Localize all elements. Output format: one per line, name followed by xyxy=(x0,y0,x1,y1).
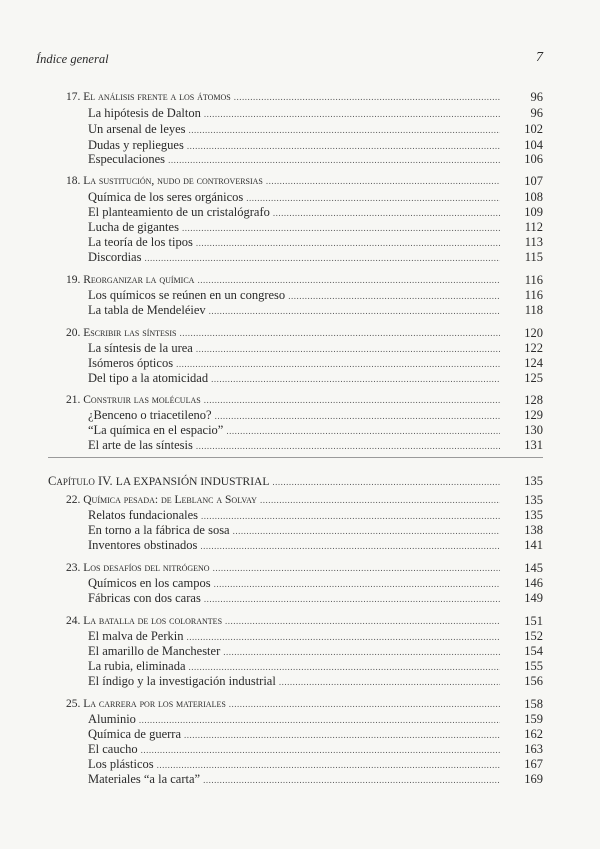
toc-section-18[interactable] xyxy=(66,174,503,188)
leader-dots xyxy=(180,326,501,340)
entry-label: Especulaciones xyxy=(88,152,166,166)
toc-entry[interactable] xyxy=(88,288,503,302)
toc-entry[interactable] xyxy=(88,356,503,370)
toc-entry[interactable] xyxy=(88,423,503,437)
toc-entry[interactable] xyxy=(88,438,503,452)
entry-label: La tabla de Mendeléiev xyxy=(88,303,206,317)
entry-page: 125 xyxy=(524,371,543,385)
leader-dots xyxy=(246,191,500,205)
toc-section-20[interactable] xyxy=(66,326,503,340)
entry-label: ¿Benceno o triacetileno? xyxy=(88,408,212,422)
leader-dots xyxy=(196,439,500,453)
entry-label: La hipótesis de Dalton xyxy=(88,106,201,120)
leader-dots xyxy=(273,206,500,220)
entry-page: 169 xyxy=(524,772,543,786)
leader-dots xyxy=(213,561,500,575)
toc-entry[interactable] xyxy=(88,523,503,537)
entry-label: Lucha de gigantes xyxy=(88,220,179,234)
leader-dots xyxy=(209,304,500,318)
entry-page: 129 xyxy=(524,408,543,422)
entry-label: El caucho xyxy=(88,742,138,756)
entry-label: El amarillo de Manchester xyxy=(88,644,221,658)
entry-page: 116 xyxy=(524,288,543,302)
section-label: 22. Química pesada: de Leblanc a Solvay xyxy=(66,494,257,506)
leader-dots xyxy=(189,660,500,674)
section-label: 20. Escribir las síntesis xyxy=(66,327,177,339)
toc-entry[interactable] xyxy=(88,674,503,688)
leader-dots xyxy=(187,139,500,153)
leader-dots xyxy=(184,728,500,742)
entry-label: Aluminio xyxy=(88,712,136,726)
entry-label: Discordias xyxy=(88,250,142,264)
entry-page: 109 xyxy=(524,205,543,219)
entry-page: 146 xyxy=(524,576,543,590)
entry-label: El arte de las síntesis xyxy=(88,438,193,452)
leader-dots xyxy=(197,273,500,287)
toc-entry[interactable] xyxy=(88,303,503,317)
leader-dots xyxy=(233,524,500,538)
toc-entry[interactable] xyxy=(88,220,503,234)
toc-section-23[interactable] xyxy=(66,561,503,575)
toc-entry[interactable] xyxy=(88,727,503,741)
leader-dots xyxy=(279,675,500,689)
leader-dots xyxy=(139,713,500,727)
toc-entry[interactable] xyxy=(88,742,503,756)
section-page: 107 xyxy=(524,174,543,188)
entry-label: La síntesis de la urea xyxy=(88,341,193,355)
toc-entry[interactable] xyxy=(88,190,503,204)
entry-label: Fábricas con dos caras xyxy=(88,591,201,605)
toc-entry[interactable] xyxy=(88,629,503,643)
leader-dots xyxy=(204,592,500,606)
entry-label: La rubia, eliminada xyxy=(88,659,186,673)
leader-dots xyxy=(204,393,500,407)
toc-section-19[interactable] xyxy=(66,273,503,287)
leader-dots xyxy=(225,614,500,628)
toc-entry[interactable] xyxy=(88,772,503,786)
entry-page: 122 xyxy=(524,341,543,355)
leader-dots xyxy=(196,236,500,250)
entry-page: 112 xyxy=(524,220,543,234)
section-divider xyxy=(48,457,543,458)
leader-dots xyxy=(141,743,500,757)
entry-label: Dudas y repliegues xyxy=(88,138,184,152)
toc-section-25[interactable] xyxy=(66,697,503,711)
entry-page: 130 xyxy=(524,423,543,437)
leader-dots xyxy=(214,577,500,591)
toc-entry[interactable] xyxy=(88,371,503,385)
leader-dots xyxy=(288,289,500,303)
entry-label: El planteamiento de un cristalógrafo xyxy=(88,205,270,219)
leader-dots xyxy=(211,372,500,386)
section-page: 128 xyxy=(524,393,543,407)
entry-page: 131 xyxy=(524,438,543,452)
entry-label: Un arsenal de leyes xyxy=(88,122,186,136)
chapter-title: LA EXPANSIÓN INDUSTRIAL xyxy=(115,476,270,488)
toc-entry[interactable] xyxy=(88,576,503,590)
entry-page: 163 xyxy=(524,742,543,756)
leader-dots xyxy=(186,630,500,644)
entry-page: 102 xyxy=(524,122,543,136)
entry-label: Los químicos se reúnen en un congreso xyxy=(88,288,286,302)
entry-page: 108 xyxy=(524,190,543,204)
entry-page: 159 xyxy=(524,712,543,726)
leader-dots xyxy=(272,475,500,489)
entry-label: La teoría de los tipos xyxy=(88,235,193,249)
section-page: 158 xyxy=(524,697,543,711)
leader-dots xyxy=(157,758,500,772)
entry-label: “La química en el espacio” xyxy=(88,423,224,437)
leader-dots xyxy=(204,107,500,121)
entry-page: 106 xyxy=(524,152,543,166)
chapter-label xyxy=(48,474,269,489)
toc-chapter-4[interactable] xyxy=(48,474,503,488)
entry-page: 115 xyxy=(524,250,543,264)
section-label: 24. La batalla de los colorantes xyxy=(66,615,223,627)
toc-entry[interactable] xyxy=(88,591,503,605)
entry-page: 155 xyxy=(524,659,543,673)
leader-dots xyxy=(234,90,500,104)
leader-dots xyxy=(189,123,500,137)
section-label: 19. Reorganizar la química xyxy=(66,274,195,286)
entry-page: 138 xyxy=(524,523,543,537)
section-label: 25. La carrera por los materiales xyxy=(66,698,226,710)
section-label: 18. La sustitución, nudo de controversias xyxy=(66,175,263,187)
running-header xyxy=(36,52,543,67)
entry-label: Los plásticos xyxy=(88,757,154,771)
leader-dots xyxy=(223,645,500,659)
section-label: 23. Los desafíos del nitrógeno xyxy=(66,562,210,574)
toc-entry[interactable] xyxy=(88,235,503,249)
toc-entry[interactable] xyxy=(88,408,503,422)
leader-dots xyxy=(260,493,500,507)
leader-dots xyxy=(229,697,500,711)
leader-dots xyxy=(203,773,500,787)
entry-label: El índigo y la investigación industrial xyxy=(88,674,276,688)
entry-label: Relatos fundacionales xyxy=(88,508,199,522)
section-page: 145 xyxy=(524,561,543,575)
toc-entry[interactable] xyxy=(88,122,503,136)
entry-label: Del tipo a la atomicidad xyxy=(88,371,209,385)
toc-entry[interactable] xyxy=(88,757,503,771)
header-title: Índice general xyxy=(36,52,109,66)
toc-entry[interactable] xyxy=(88,250,503,264)
toc-section-21[interactable] xyxy=(66,393,503,407)
toc-entry[interactable] xyxy=(88,712,503,726)
entry-page: 96 xyxy=(530,106,543,120)
entry-page: 113 xyxy=(524,235,543,249)
leader-dots xyxy=(176,357,500,371)
toc-entry[interactable] xyxy=(88,538,503,552)
entry-label: Química de guerra xyxy=(88,727,182,741)
entry-label: Materiales “a la carta” xyxy=(88,772,201,786)
section-page: 151 xyxy=(524,614,543,628)
toc-entry[interactable] xyxy=(88,152,503,166)
leader-dots xyxy=(266,174,500,188)
section-label: 21. Construir las moléculas xyxy=(66,394,201,406)
entry-page: 124 xyxy=(524,356,543,370)
section-page: 116 xyxy=(524,273,543,287)
leader-dots xyxy=(200,539,500,553)
entry-page: 152 xyxy=(524,629,543,643)
header-page-number: 7 xyxy=(536,50,543,65)
section-page: 135 xyxy=(524,493,543,507)
leader-dots xyxy=(144,251,500,265)
entry-label: En torno a la fábrica de sosa xyxy=(88,523,230,537)
leader-dots xyxy=(196,342,500,356)
entry-page: 162 xyxy=(524,727,543,741)
leader-dots xyxy=(215,409,500,423)
entry-page: 118 xyxy=(524,303,543,317)
entry-label: El malva de Perkin xyxy=(88,629,184,643)
toc-entry[interactable] xyxy=(88,205,503,219)
toc-entry[interactable] xyxy=(88,644,503,658)
toc-section-17[interactable] xyxy=(66,90,503,104)
leader-dots xyxy=(201,509,500,523)
section-page: 120 xyxy=(524,326,543,340)
entry-page: 154 xyxy=(524,644,543,658)
entry-page: 156 xyxy=(524,674,543,688)
entry-label: Químicos en los campos xyxy=(88,576,211,590)
entry-page: 104 xyxy=(524,138,543,152)
section-page: 96 xyxy=(530,90,543,104)
entry-page: 149 xyxy=(524,591,543,605)
toc-section-22[interactable] xyxy=(66,493,503,507)
entry-page: 167 xyxy=(524,757,543,771)
entry-label: Isómeros ópticos xyxy=(88,356,174,370)
toc-entry[interactable] xyxy=(88,106,503,120)
entry-page: 141 xyxy=(524,538,543,552)
leader-dots xyxy=(168,153,500,167)
toc-section-24[interactable] xyxy=(66,614,503,628)
leader-dots xyxy=(182,221,500,235)
entry-label: Inventores obstinados xyxy=(88,538,198,552)
toc-entry[interactable] xyxy=(88,508,503,522)
toc-entry[interactable] xyxy=(88,341,503,355)
leader-dots xyxy=(226,424,500,438)
chapter-prefix: Capítulo IV. xyxy=(48,474,113,488)
entry-label: Química de los seres orgánicos xyxy=(88,190,244,204)
toc-entry[interactable] xyxy=(88,659,503,673)
toc-entry[interactable] xyxy=(88,138,503,152)
entry-page: 135 xyxy=(524,508,543,522)
section-label: 17. El análisis frente a los átomos xyxy=(66,91,231,103)
chapter-page: 135 xyxy=(524,474,543,488)
